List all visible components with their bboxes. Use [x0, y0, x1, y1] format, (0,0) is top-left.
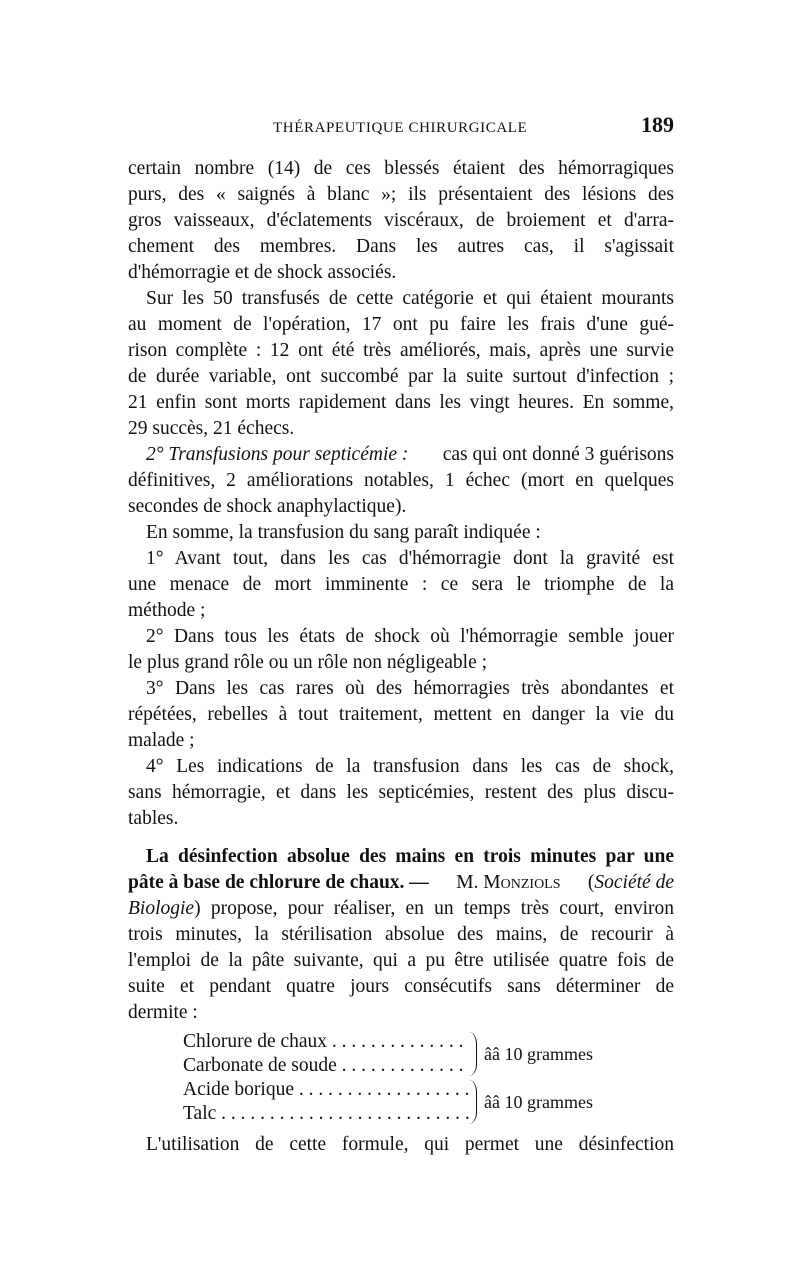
- page-number: 189: [641, 112, 674, 137]
- brace-icon: [468, 1080, 477, 1124]
- text-line: méthode ;: [128, 600, 206, 621]
- formula-item: Carbonate de soude . . .: [183, 1054, 469, 1078]
- text-line: l'emploi de la pâte suivante, qui a pu être utilisée quatre fois de: [128, 950, 674, 971]
- text-fragment: cas qui ont donné 3 guérisons: [442, 444, 674, 465]
- text-line: rison complète : 12 ont été très améliorés, mais, après une survie: [128, 340, 674, 361]
- formula-item: Chlorure de chaux . . .: [183, 1030, 469, 1054]
- page-header: [128, 112, 674, 142]
- section-title-line: [128, 870, 674, 896]
- text-line: définitives, 2 améliorations notables, 1 échec (mort en quelques: [128, 470, 674, 491]
- text-line: Biologie) propose, pour réaliser, en un temps très court, environ: [128, 898, 674, 919]
- text-line: En somme, la transfusion du sang paraît indiquée :: [146, 522, 541, 543]
- formula-quantity: ââ 10 grammes: [484, 1044, 593, 1064]
- text-line: 1° Avant tout, dans les cas d'hémorragie dont la gravité est: [146, 548, 674, 569]
- text-line: gros vaisseaux, d'éclatements viscéraux, de broiement et d'arra-: [128, 210, 674, 231]
- text-line: malade ;: [128, 730, 195, 751]
- formula-item: Talc . . .: [183, 1102, 469, 1126]
- text-line: purs, des « saignés à blanc »; ils présentaient des lésions des: [128, 184, 674, 205]
- section-source-cont: Biologie: [128, 898, 195, 919]
- section-title-end: pâte à base de chlorure de chaux. —: [128, 872, 429, 893]
- text-line: sans hémorragie, et dans les septicémies, restent des plus discu-: [128, 782, 674, 803]
- text-line: une menace de mort imminente : ce sera le triomphe de la: [128, 574, 674, 595]
- text-line: dermite :: [128, 1002, 198, 1023]
- text-line: au moment de l'opération, 17 ont pu faire les frais d'une gué-: [128, 314, 674, 335]
- text-line: d'hémorragie et de shock associés.: [128, 262, 397, 283]
- text-line: 29 succès, 21 échecs.: [128, 418, 295, 439]
- running-title: THÉRAPEUTIQUE CHIRURGICALE: [273, 120, 528, 136]
- text-line: certain nombre (14) de ces blessés étaient des hémorragiques: [128, 158, 674, 179]
- text-line: trois minutes, la stérilisation absolue des mains, de recourir à: [128, 924, 674, 945]
- text-line: suite et pendant quatre jours consécutifs sans déterminer de: [128, 976, 674, 997]
- section-author: M. Monziols: [456, 872, 561, 893]
- formula-quantity: ââ 10 grammes: [484, 1092, 593, 1112]
- text-line: Sur les 50 transfusés de cette catégorie et qui étaient mourants: [146, 288, 674, 309]
- text-line: 4° Les indications de la transfusion dans les cas de shock,: [146, 756, 674, 777]
- section-title-line: La désinfection absolue des mains en trois minutes par une: [146, 846, 674, 867]
- text-line: L'utilisation de cette formule, qui permet une désinfection: [146, 1134, 674, 1155]
- text-line: tables.: [128, 808, 179, 829]
- formula-item: Acide borique . . .: [183, 1078, 469, 1102]
- subhead-transfusions-septicemie: 2° Transfusions pour septicémie :: [146, 444, 409, 465]
- text-line: répétées, rebelles à tout traitement, mettent en danger la vie du: [128, 704, 674, 725]
- text-line: chement des membres. Dans les autres cas, il s'agissait: [128, 236, 674, 257]
- text-line: 2° Dans tous les états de shock où l'hémorragie semble jouer: [146, 626, 674, 647]
- text-line: 3° Dans les cas rares où des hémorragies très abondantes et: [146, 678, 674, 699]
- text-line: de durée variable, ont succombé par la suite surtout d'infection ;: [128, 366, 674, 387]
- brace-icon: [468, 1032, 477, 1076]
- text-line-subhead: [146, 442, 674, 468]
- section-source: (Société de: [587, 872, 674, 893]
- text-line: le plus grand rôle ou un rôle non négligeable ;: [128, 652, 488, 673]
- text-line: secondes de shock anaphylactique).: [128, 496, 407, 517]
- text-line: 21 enfin sont morts rapidement dans les vingt heures. En somme,: [128, 392, 674, 413]
